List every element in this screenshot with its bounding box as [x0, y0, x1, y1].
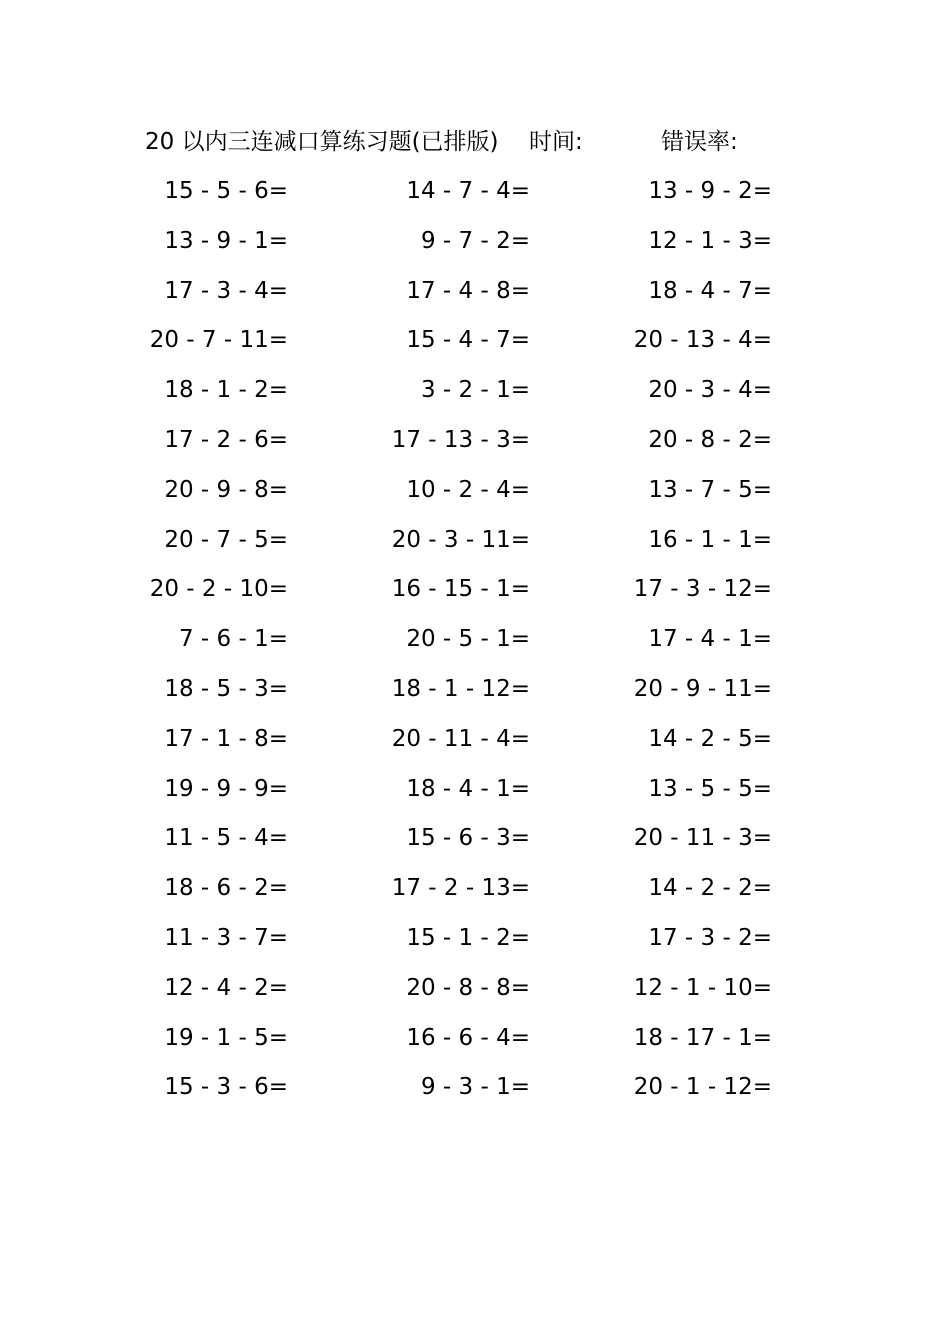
problem-item: 17 - 13 - 3= — [391, 426, 530, 453]
problem-row — [0, 470, 950, 520]
problem-item: 11 - 5 - 4= — [164, 825, 288, 852]
problem-item: 20 - 11 - 3= — [633, 825, 772, 852]
problem-item: 20 - 2 - 10= — [149, 576, 288, 603]
problem-row — [0, 420, 950, 470]
problem-item: 17 - 2 - 6= — [164, 426, 288, 453]
problem-item: 3 - 2 - 1= — [420, 377, 530, 404]
problem-item: 16 - 6 - 4= — [406, 1024, 530, 1051]
problem-row — [0, 818, 950, 868]
problem-item: 17 - 2 - 13= — [391, 875, 530, 902]
time-label: 时间: — [529, 129, 583, 155]
problem-row — [0, 918, 950, 968]
problem-item: 20 - 3 - 11= — [391, 526, 530, 553]
problem-row — [0, 271, 950, 321]
problem-item: 18 - 17 - 1= — [633, 1024, 772, 1051]
problem-row — [0, 769, 950, 819]
problem-item: 18 - 5 - 3= — [164, 675, 288, 702]
problem-item: 18 - 4 - 1= — [406, 775, 530, 802]
problem-item: 17 - 3 - 4= — [164, 277, 288, 304]
problem-item: 16 - 1 - 1= — [648, 526, 772, 553]
problem-item: 14 - 7 - 4= — [406, 178, 530, 204]
problem-item: 20 - 5 - 1= — [406, 626, 530, 653]
problem-item: 19 - 1 - 5= — [164, 1024, 288, 1051]
problem-item: 20 - 9 - 8= — [164, 476, 288, 503]
problem-item: 20 - 7 - 11= — [149, 327, 288, 354]
problem-item: 14 - 2 - 5= — [648, 725, 772, 752]
problem-item: 10 - 2 - 4= — [406, 476, 530, 503]
problem-item: 12 - 1 - 10= — [633, 974, 772, 1001]
problem-item: 15 - 6 - 3= — [406, 825, 530, 852]
problem-row — [0, 619, 950, 669]
error-rate-label: 错误率: — [661, 129, 738, 155]
problem-item: 18 - 1 - 2= — [164, 377, 288, 404]
problem-item: 15 - 1 - 2= — [406, 924, 530, 951]
problem-item: 13 - 5 - 5= — [648, 775, 772, 802]
problem-item: 17 - 3 - 12= — [633, 576, 772, 603]
problem-item: 20 - 3 - 4= — [648, 377, 772, 404]
problem-item: 13 - 9 - 2= — [648, 178, 772, 204]
worksheet-header — [145, 124, 845, 160]
problem-item: 12 - 1 - 3= — [648, 227, 772, 254]
problem-row — [0, 1067, 950, 1117]
problem-item: 17 - 4 - 8= — [406, 277, 530, 304]
problem-item: 19 - 9 - 9= — [164, 775, 288, 802]
problem-item: 18 - 1 - 12= — [391, 675, 530, 702]
problem-item: 18 - 4 - 7= — [648, 277, 772, 304]
problem-item: 20 - 8 - 8= — [406, 974, 530, 1001]
problem-item: 17 - 3 - 2= — [648, 924, 772, 951]
problem-row — [0, 569, 950, 619]
problem-row — [0, 171, 950, 221]
problem-item: 12 - 4 - 2= — [164, 974, 288, 1001]
problem-item: 15 - 4 - 7= — [406, 327, 530, 354]
problem-row — [0, 669, 950, 719]
problem-row — [0, 320, 950, 370]
problem-item: 13 - 7 - 5= — [648, 476, 772, 503]
worksheet-title: 20 以内三连减口算练习题(已排版) — [145, 129, 499, 155]
problem-item: 20 - 1 - 12= — [633, 1074, 772, 1101]
problem-item: 18 - 6 - 2= — [164, 875, 288, 902]
problem-item: 9 - 7 - 2= — [420, 227, 530, 254]
problem-item: 16 - 15 - 1= — [391, 576, 530, 603]
problem-item: 7 - 6 - 1= — [178, 626, 288, 653]
problem-item: 20 - 13 - 4= — [633, 327, 772, 354]
problem-row — [0, 968, 950, 1018]
problem-row — [0, 1018, 950, 1068]
problem-row — [0, 221, 950, 271]
problem-item: 20 - 8 - 2= — [648, 426, 772, 453]
problem-row — [0, 520, 950, 570]
problem-item: 9 - 3 - 1= — [420, 1074, 530, 1101]
problem-item: 17 - 4 - 1= — [648, 626, 772, 653]
problem-row — [0, 719, 950, 769]
problem-item: 20 - 11 - 4= — [391, 725, 530, 752]
problem-row — [0, 868, 950, 918]
problem-item: 13 - 9 - 1= — [164, 227, 288, 254]
problem-item: 17 - 1 - 8= — [164, 725, 288, 752]
problem-item: 20 - 9 - 11= — [633, 675, 772, 702]
problem-row — [0, 370, 950, 420]
problem-grid — [0, 171, 950, 1117]
problem-item: 11 - 3 - 7= — [164, 924, 288, 951]
problem-item: 15 - 3 - 6= — [164, 1074, 288, 1101]
problem-item: 20 - 7 - 5= — [164, 526, 288, 553]
problem-item: 15 - 5 - 6= — [164, 178, 288, 204]
problem-item: 14 - 2 - 2= — [648, 875, 772, 902]
